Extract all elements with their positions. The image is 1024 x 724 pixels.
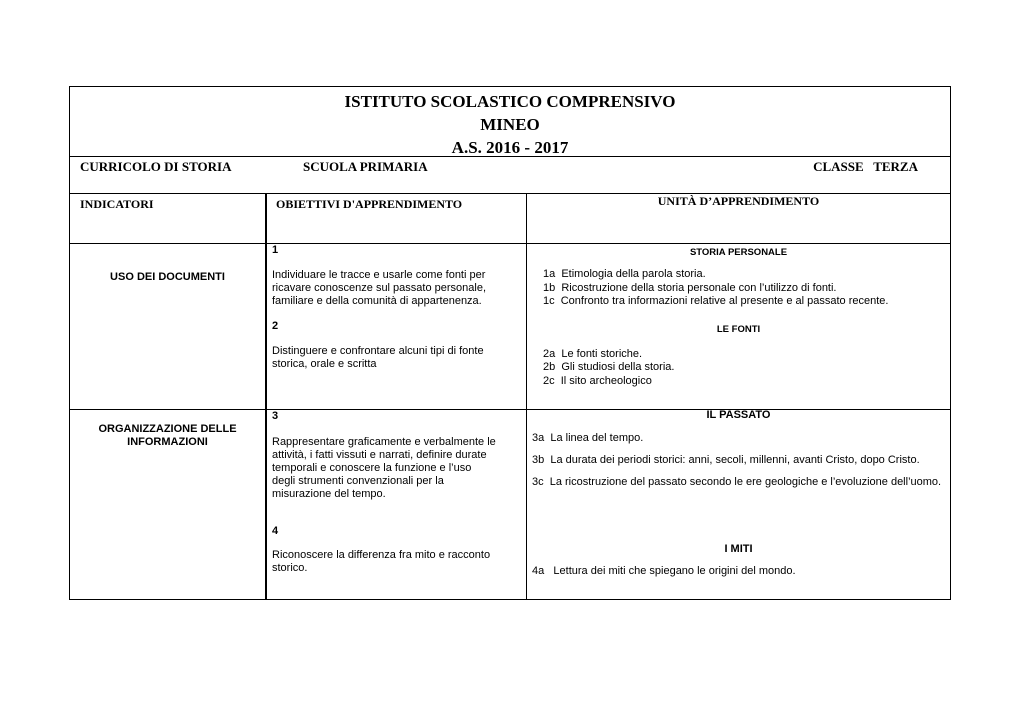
- objective-number: 1: [272, 244, 279, 256]
- divider: [70, 156, 950, 157]
- unit-item: 1c Confronto tra informazioni relative al presente e al passato recente.: [543, 295, 889, 307]
- unit-item: 3c La ricostruzione del passato secondo le ere geologiche e l’evoluzione dell’uomo.: [532, 476, 942, 488]
- school-label: SCUOLA PRIMARIA: [303, 159, 428, 174]
- class-label: CLASSE TERZA: [813, 159, 918, 174]
- unit-item: 2a Le fonti storiche.: [543, 348, 643, 360]
- subject-label: CURRICOLO DI STORIA: [80, 159, 232, 174]
- unit-group-title: IL PASSATO: [706, 409, 771, 421]
- objective-text: Rappresentare graficamente e verbalmente le attività, i fatti vissuti e narrati, definire durate temporali e conoscere la funzione e l’uso degli strumenti convenzionali per la misurazione del tempo.: [272, 436, 496, 500]
- unit-item: 2c Il sito archeologico: [543, 375, 652, 387]
- objective-number: 3: [272, 410, 279, 422]
- unit-group-title: STORIA PERSONALE: [689, 247, 788, 258]
- objective-text: Individuare le tracce e usarle come fonti per ricavare conoscenze sul passato personale, familiare e della comunità di appartenenza.: [272, 269, 487, 307]
- unit-item: 2b Gli studiosi della storia.: [543, 361, 675, 373]
- town-title: MINEO: [480, 115, 540, 134]
- objectives-header: OBIETTIVI D'APPRENDIMENTO: [276, 197, 463, 211]
- indicators-header: INDICATORI: [80, 197, 154, 211]
- unit-group-title: LE FONTI: [716, 324, 761, 335]
- objective-text: Riconoscere la differenza fra mito e racconto storico.: [272, 549, 491, 574]
- indicator-uso-documenti: USO DEI DOCUMENTI: [110, 271, 225, 283]
- divider: [70, 243, 950, 244]
- unit-item: 3a La linea del tempo.: [532, 432, 644, 444]
- objective-number: 4: [272, 525, 279, 537]
- unit-group-title: I MITI: [724, 543, 753, 555]
- unit-item: 1a Etimologia della parola storia.: [543, 268, 706, 280]
- institute-title: ISTITUTO SCOLASTICO COMPRENSIVO: [344, 92, 676, 111]
- unit-item: 4a Lettura dei miti che spiegano le origini del mondo.: [532, 565, 796, 577]
- school-year-title: A.S. 2016 - 2017: [451, 138, 569, 157]
- indicator-informazioni: INFORMAZIONI: [127, 436, 208, 448]
- units-header: UNITÀ D’APPRENDIMENTO: [657, 194, 820, 208]
- curriculum-table: [69, 86, 951, 600]
- unit-item: 3b La durata dei periodi storici: anni, secoli, millenni, avanti Cristo, dopo Cristo.: [532, 454, 920, 466]
- objective-text: Distinguere e confrontare alcuni tipi di fonte storica, orale e scritta: [272, 345, 484, 370]
- objective-number: 2: [272, 320, 279, 332]
- unit-item: 1b Ricostruzione della storia personale con l’utilizzo di fonti.: [543, 282, 837, 294]
- indicator-organizzazione: ORGANIZZAZIONE DELLE: [98, 423, 237, 435]
- column-divider: [265, 193, 267, 600]
